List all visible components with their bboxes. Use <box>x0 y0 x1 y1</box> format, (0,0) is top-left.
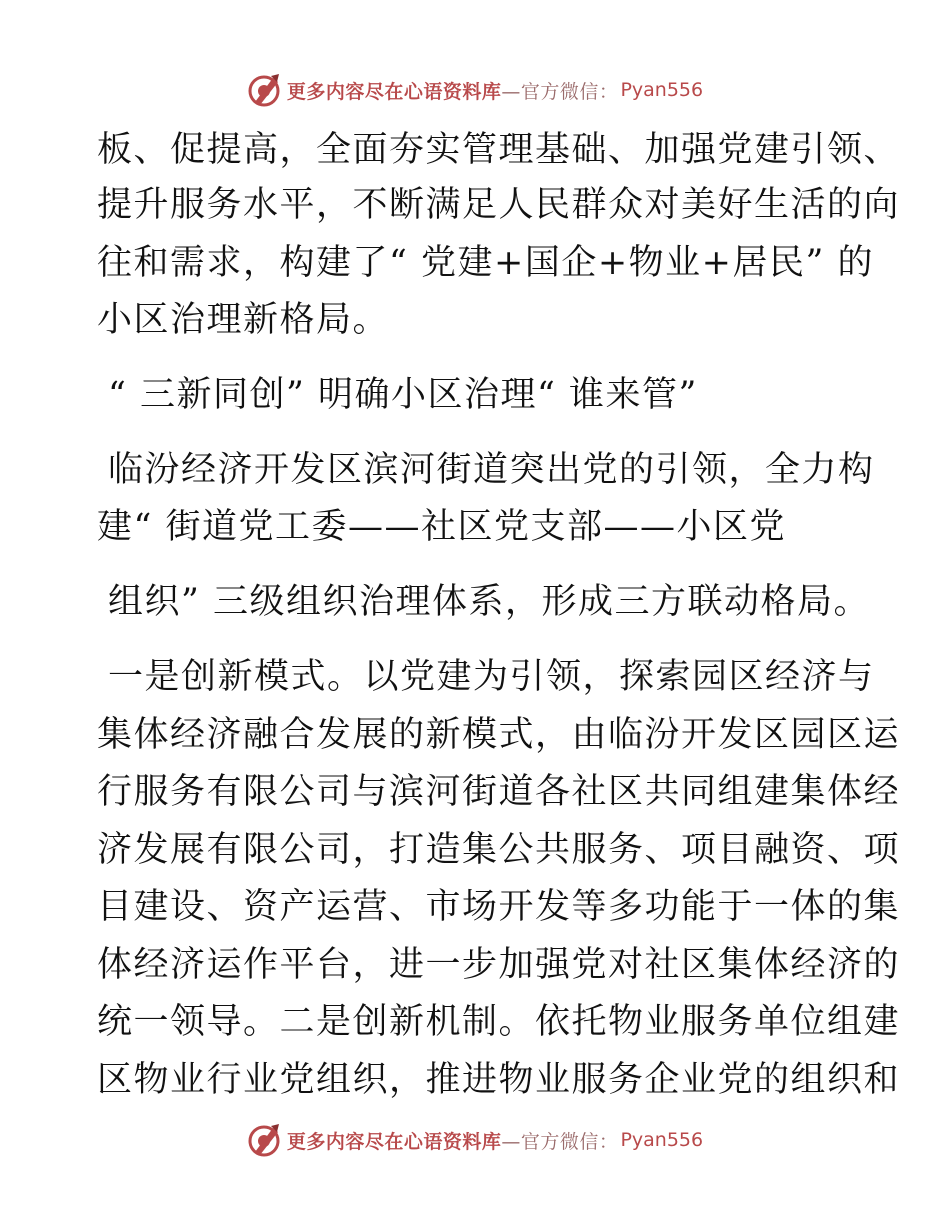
body-line: 集体经济融合发展的新模式，由临汾开发区园区运 <box>97 715 901 755</box>
body-line: 组织” 三级组织治理体系，形成三方联动格局。 <box>108 582 871 622</box>
pen-logo-icon <box>247 1122 283 1158</box>
footer-site-text: 更多内容尽在心语资料库 <box>286 1130 502 1153</box>
body-line: 统一领导。二是创新机制。依托物业服务单位组建 <box>97 1002 901 1042</box>
body-line: 行服务有限公司与滨河街道各社区共同组建集体经 <box>97 772 901 812</box>
body-line: 济发展有限公司，打造集公共服务、项目融资、项 <box>97 830 901 870</box>
body-line: 一是创新模式。以党建为引领，探索园区经济与 <box>108 657 875 697</box>
footer-wechat-id: Pyan556 <box>620 1129 704 1151</box>
body-line: 板、促提高，全面夯实管理基础、加强党建引领、 <box>97 130 901 170</box>
footer-watermark <box>0 1120 950 1160</box>
body-line: 建“ 街道党工委——社区党支部——小区党 <box>97 507 787 547</box>
body-line: 临汾经济开发区滨河街道突出党的引领，全力构 <box>108 450 875 490</box>
header-wechat-id: Pyan556 <box>620 79 704 101</box>
body-line: 提升服务水平，不断满足人民群众对美好生活的向 <box>97 185 901 225</box>
body-line: 区物业行业党组织，推进物业服务企业党的组织和 <box>97 1060 901 1100</box>
header-wechat-label: —官方微信： <box>501 80 619 103</box>
body-line: 往和需求，构建了“ 党建+国企+物业+居民” 的 <box>97 243 875 283</box>
header-site-text: 更多内容尽在心语资料库 <box>286 80 502 103</box>
body-line: 目建设、资产运营、市场开发等多功能于一体的集 <box>97 887 901 927</box>
body-line: 体经济运作平台，进一步加强党对社区集体经济的 <box>97 945 901 985</box>
footer-wechat-label: —官方微信： <box>501 1130 619 1153</box>
body-line: 小区治理新格局。 <box>97 300 390 340</box>
section-heading: “ 三新同创” 明确小区治理“ 谁来管” <box>108 375 698 415</box>
